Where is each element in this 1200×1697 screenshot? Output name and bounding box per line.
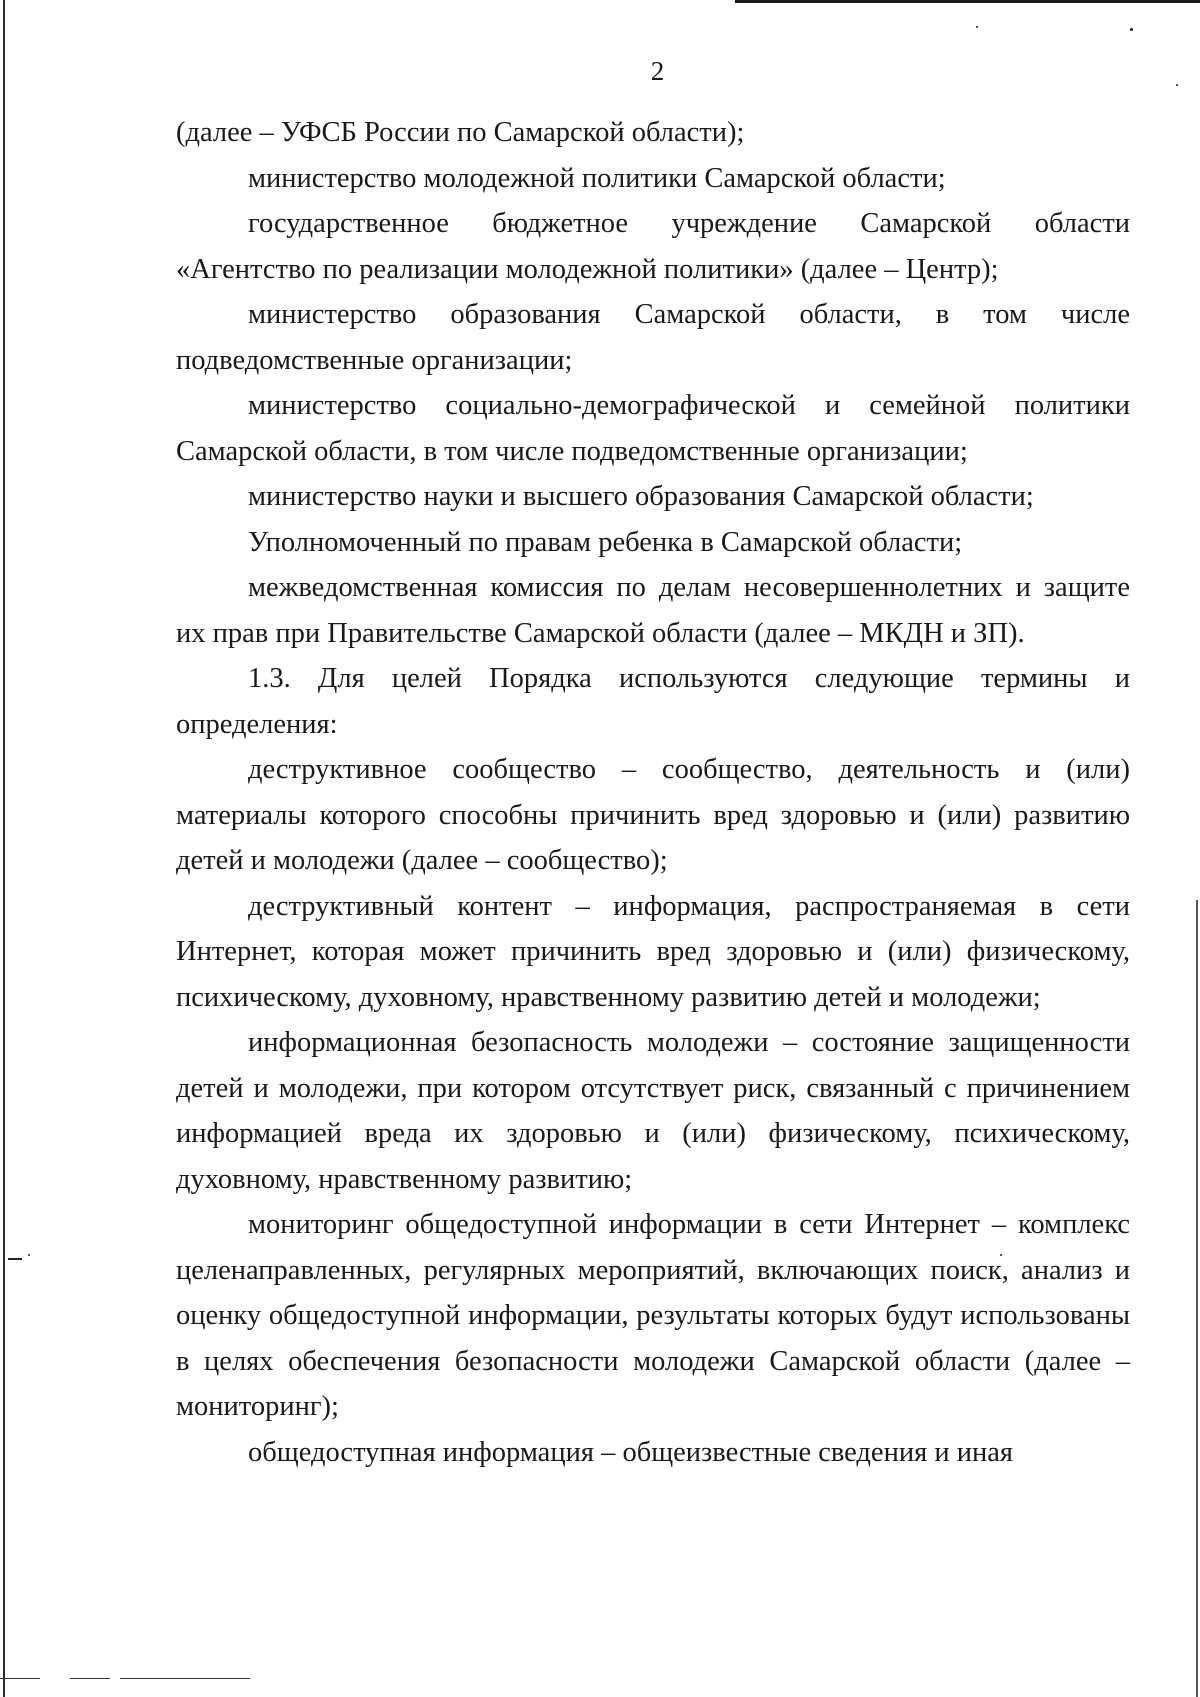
paragraph: 1.3. Для целей Порядка используются следующие термины и определения:: [176, 663, 1130, 740]
body-text: [176, 110, 1130, 1475]
paragraph: Уполномоченный по правам ребенка в Самарской области;: [248, 526, 963, 558]
scan-edge-right: [1196, 900, 1198, 1697]
page-number: 2: [650, 56, 665, 86]
paragraph: государственное бюджетное учреждение Самарской области «Агентство по реализации молодежной политики» (далее – Центр);: [176, 208, 1130, 285]
paragraph: мониторинг общедоступной информации в сети Интернет – комплекс целенаправленных, регулярных мероприятий, включающих поиск, анализ и оценку общедоступной информации, результаты которых будут использованы в целях обеспечения безопасности молодежи Самарской области (далее – мониторинг);: [176, 1209, 1130, 1422]
scan-line-bottom: [70, 1678, 110, 1679]
paragraph: межведомственная комиссия по делам несовершеннолетних и защите их прав при Правительстве Самарской области (далее – МКДН и ЗП).: [176, 572, 1130, 649]
paragraph: министерство образования Самарской области, в том числе подведомственные организации;: [176, 299, 1130, 376]
paragraph: информационная безопасность молодежи – состояние защищенности детей и молодежи, при котором отсутствует риск, связанный с причинением информацией вреда их здоровью и (или) физическому, психическому, духовному, нравственному развитию;: [176, 1027, 1130, 1195]
paragraph: деструктивное сообщество – сообщество, деятельность и (или) материалы которого способны причинить вред здоровью и (или) развитию детей и молодежи (далее – сообщество);: [176, 754, 1130, 876]
scan-speck: [1130, 28, 1133, 31]
paragraph: министерство социально-демографической и семейной политики Самарской области, в том числе подведомственные организации;: [176, 390, 1130, 467]
paragraph: общедоступная информация – общеизвестные сведения и иная: [248, 1436, 1013, 1468]
scan-edge-left: [3, 0, 5, 1697]
paragraph: министерство молодежной политики Самарской области;: [248, 162, 946, 194]
paragraph: (далее – УФСБ России по Самарской области);: [176, 117, 745, 148]
paragraph: деструктивный контент – информация, распространяемая в сети Интернет, которая может причинить вред здоровью и (или) физическому, психическому, духовному, нравственному развитию детей и молодежи;: [176, 890, 1130, 1013]
scan-line-bottom: [120, 1678, 250, 1679]
scan-speck: [28, 1254, 30, 1256]
scan-speck: [8, 1258, 22, 1260]
scan-speck: [976, 26, 978, 28]
scan-edge-top: [735, 0, 1200, 3]
paragraph: министерство науки и высшего образования Самарской области;: [248, 481, 1034, 512]
scan-line-bottom: [0, 1678, 40, 1679]
